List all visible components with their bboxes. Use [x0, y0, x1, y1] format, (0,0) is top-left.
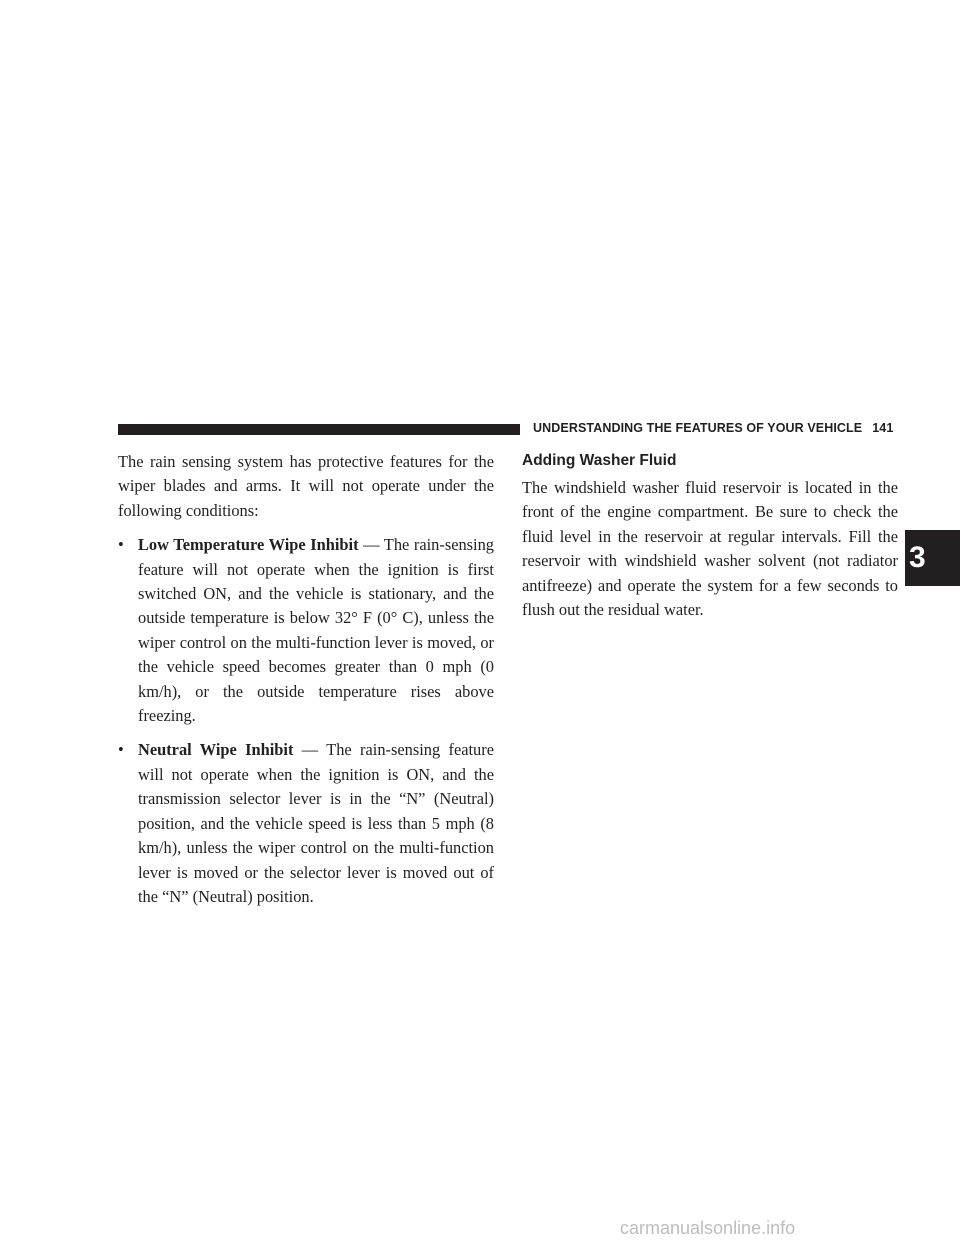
- bullet-low-temperature: [118, 533, 494, 728]
- chapter-tab: 3: [905, 530, 960, 586]
- section-heading: Adding Washer Fluid: [522, 452, 677, 469]
- bullet-icon: •: [118, 740, 124, 760]
- page-number: 141: [872, 421, 894, 435]
- bullet-text: — The rain-sensing feature will not operate when the ignition is first switched ON, and the vehicle is stationary, and the outside temperature is below 32° F (0° C), unless the wiper control on the multi-function lever is moved, or the vehicle speed becomes greater than 0 mph (0 km/h), or the outside temperature rises above freezing.: [138, 535, 494, 726]
- left-column: [118, 450, 494, 909]
- bullet-text: — The rain-sensing feature will not operate when the ignition is ON, and the transmission selector lever is in the “N” (Neutral) position, and the vehicle speed is less than 5 mph (8 km/h), unless the wiper control on the multi-function lever is moved or the selector lever is moved out of the “N” (Neutral) position.: [138, 740, 494, 906]
- bullet-icon: •: [118, 535, 124, 555]
- bullet-term: Low Temperature Wipe Inhibit: [138, 535, 359, 555]
- right-column: [522, 450, 898, 622]
- section-title: UNDERSTANDING THE FEATURES OF YOUR VEHICLE: [533, 421, 863, 435]
- intro-paragraph: The rain sensing system has protective features for the wiper blades and arms. It will not operate under the following conditions:: [118, 452, 494, 520]
- washer-fluid-paragraph: The windshield washer fluid reservoir is located in the front of the engine compartment. Be sure to check the fluid level in the reservoir at regular intervals. Fill the reservoir with windshield washer solvent (not radiator antifreeze) and operate the system for a few seconds to flush out the residual water.: [522, 478, 898, 620]
- watermark-logo: carmanualsonline.info: [620, 1218, 796, 1238]
- bullet-term: Neutral Wipe Inhibit: [138, 740, 294, 760]
- bullet-neutral-wipe: [118, 738, 494, 909]
- running-header: [533, 421, 893, 435]
- header-rule: [118, 424, 520, 435]
